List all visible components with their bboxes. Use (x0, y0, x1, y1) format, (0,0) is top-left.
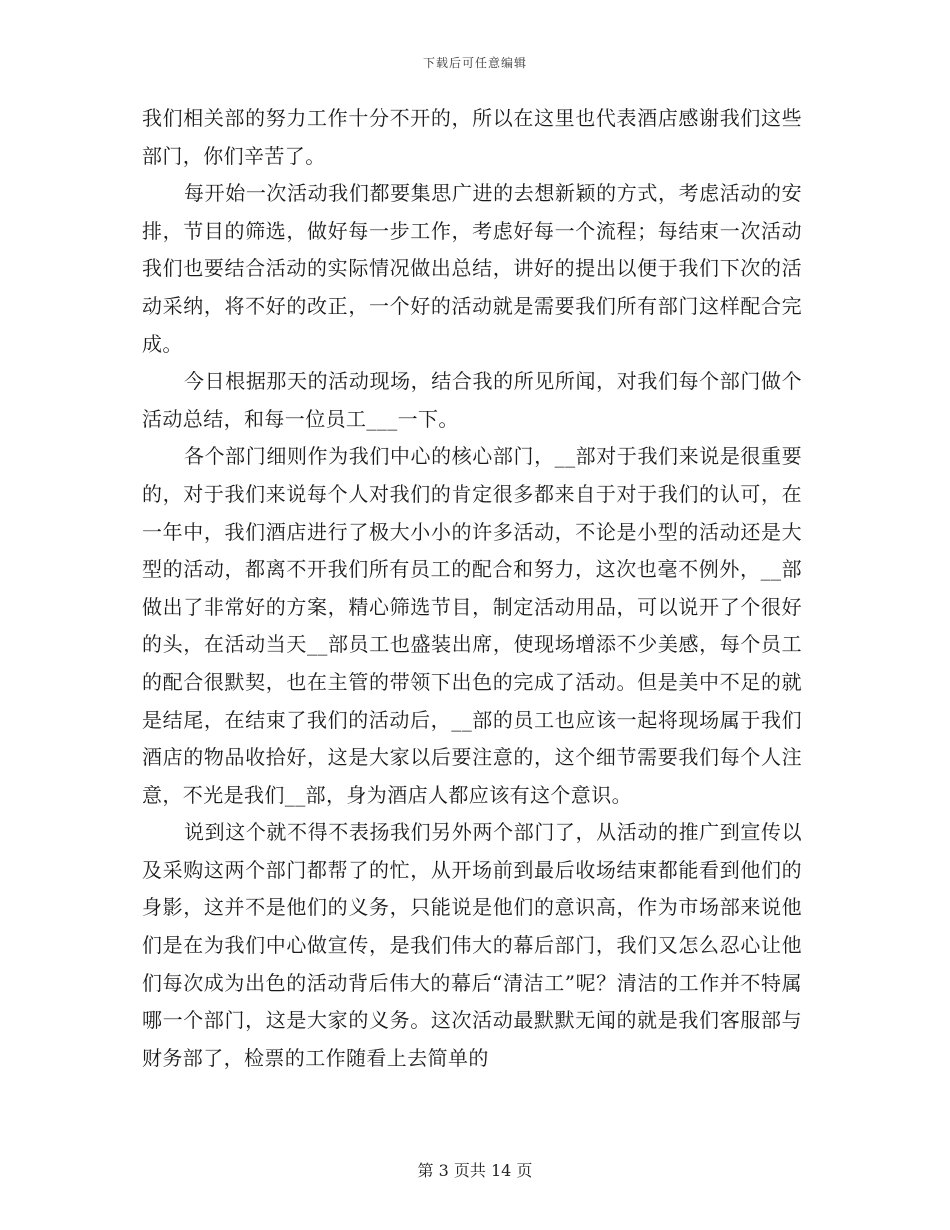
page-number: 第 3 页共 14 页 (417, 1161, 533, 1180)
paragraph-1: 我们相关部的努力工作十分不开的，所以在这里也代表酒店感谢我们这些部门，你们辛苦了。 (142, 106, 802, 168)
header-note: 下载后可任意编辑 (422, 56, 527, 70)
paragraph-4: 各个部门细则作为我们中心的核心部门，__部对于我们来说是很重要的，对于我们来说每个人对我们的肯定很多都来自于对于我们的认可，在一年中，我们酒店进行了极大小小的许多活动，不论是小型的活动还是大型的活动，都离不开我们所有员工的配合和努力，这次也毫不例外，__部做出了非常好的方案，精心筛选节目，制定活动用品，可以说开了个很好的头，在活动当天__部员工也盛装出席，使现场增添不少美感，每个员工的配合很默契，也在主管的带领下出色的完成了活动。但是美中不足的就是结尾，在结束了我们的活动后，__部的员工也应该一起将现场属于我们酒店的物品收拾好，这是大家以后要注意的，这个细节需要我们每个人注意，不光是我们__部，身为酒店人都应该有这个意识。 (142, 444, 802, 807)
paragraph-5: 说到这个就不得不表扬我们另外两个部门了，从活动的推广到宣传以及采购这两个部门都帮了的忙，从开场前到最后收场结束都能看到他们的身影，这并不是他们的义务，只能说是他们的意识高，作为市场部来说他们是在为我们中心做宣传，是我们伟大的幕后部门，我们又怎么忍心让他们每次成为出色的活动背后伟大的幕后“清洁工”呢？清洁的工作并不特属哪一个部门，这是大家的义务。这次活动最默默无闻的就是我们客服部与财务部了，检票的工作随看上去简单的 (142, 820, 802, 1070)
paragraph-3: 今日根据那天的活动现场，结合我的所见所闻，对我们每个部门做个活动总结，和每一位员工___一下。 (142, 369, 802, 431)
document-body (142, 100, 802, 1077)
paragraph-2: 每开始一次活动我们都要集思广进的去想新颖的方式，考虑活动的安排，节目的筛选，做好每一步工作，考虑好每一个流程；每结束一次活动我们也要结合活动的实际情况做出总结，讲好的提出以便于我们下次的活动采纳，将不好的改正，一个好的活动就是需要我们所有部门这样配合完成。 (142, 181, 802, 356)
